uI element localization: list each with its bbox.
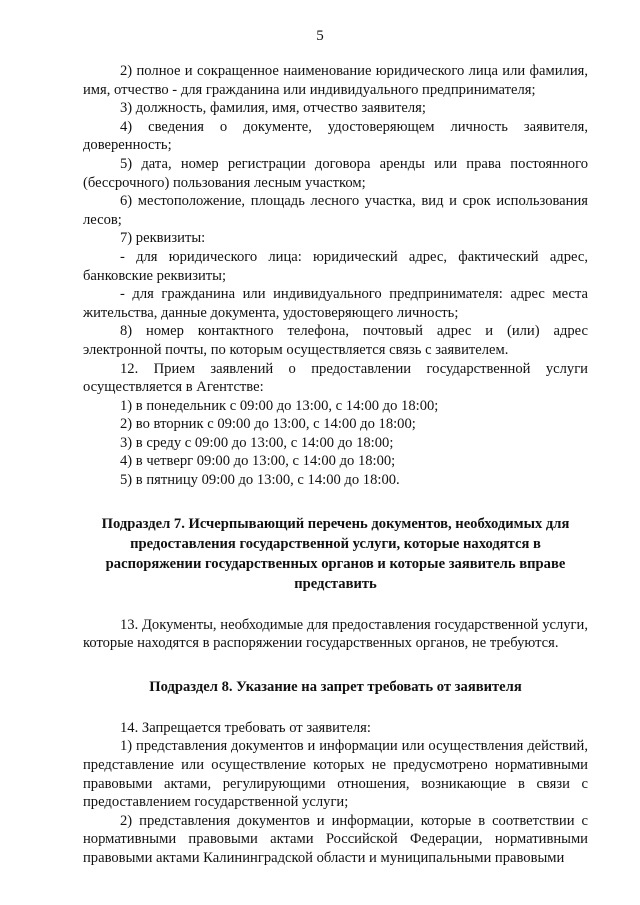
paragraph-item-4: 4) сведения о документе, удостоверяющем личность заявителя, доверенность; [83, 118, 588, 154]
paragraph-item-5: 5) дата, номер регистрации договора аренды или права постоянного (бессрочного) пользования лесным участком; [83, 155, 588, 191]
section-heading-8: Подраздел 8. Указание на запрет требовать от заявителя [149, 678, 522, 695]
paragraph-clause-12: 12. Прием заявлений о предоставлении государственной услуги осуществляется в Агентстве: [83, 360, 588, 396]
paragraph-clause-14-item-1: 1) представления документов и информации или осуществления действий, представление или осуществление которых не предусмотрено нормативными правовыми актами, регулирующими отношения, возникающие в связи с предоставлением государственной услуги; [83, 738, 588, 811]
schedule-thursday: 4) в четверг 09:00 до 13:00, с 14:00 до 18:00; [120, 453, 396, 470]
paragraph-clause-13: 13. Документы, необходимые для предоставления государственной услуги, которые находятся в распоряжении государственных органов, не требуются. [83, 616, 588, 652]
schedule-tuesday: 2) во вторник с 09:00 до 13:00, с 14:00 до 18:00; [120, 416, 416, 433]
schedule-friday: 5) в пятницу 09:00 до 13:00, с 14:00 до 18:00. [120, 472, 400, 489]
paragraph-legal-entity: - для юридического лица: юридический адрес, фактический адрес, банковские реквизиты; [83, 248, 588, 284]
schedule-wednesday: 3) в среду с 09:00 до 13:00, с 14:00 до 18:00; [120, 434, 394, 451]
paragraph-item-8: 8) номер контактного телефона, почтовый адрес и (или) адрес электронной почты, по которым осуществляется связь с заявителем. [83, 323, 588, 358]
paragraph-clause-14: 14. Запрещается требовать от заявителя: [120, 719, 371, 736]
paragraph-item-3: 3) должность, фамилия, имя, отчество заявителя; [120, 100, 426, 117]
section-heading-7: Подраздел 7. Исчерпывающий перечень документов, необходимых для предоставления государственной услуги, которые находятся в распоряжении государственных органов и которые заявитель вправе представить [101, 515, 570, 592]
paragraph-item-7: 7) реквизиты: [120, 230, 206, 247]
page-number: 5 [316, 28, 324, 44]
paragraph-item-2: 2) полное и сокращенное наименование юридического лица или фамилия, имя, отчество - для гражданина или индивидуального предпринимателя; [83, 63, 588, 98]
schedule-monday: 1) в понедельник с 09:00 до 13:00, с 14:00 до 18:00; [120, 397, 439, 414]
document-body [83, 62, 588, 868]
paragraph-clause-14-item-2: 2) представления документов и информации, которые в соответствии с нормативными правовыми актами Российской Федерации, нормативными правовыми актами Калининградской области и муниципальными правовыми [83, 812, 588, 866]
paragraph-individual: - для гражданина или индивидуального предпринимателя: адрес места жительства, данные документа, удостоверяющего личность; [83, 286, 588, 321]
paragraph-item-6: 6) местоположение, площадь лесного участка, вид и срок использования лесов; [83, 193, 588, 228]
